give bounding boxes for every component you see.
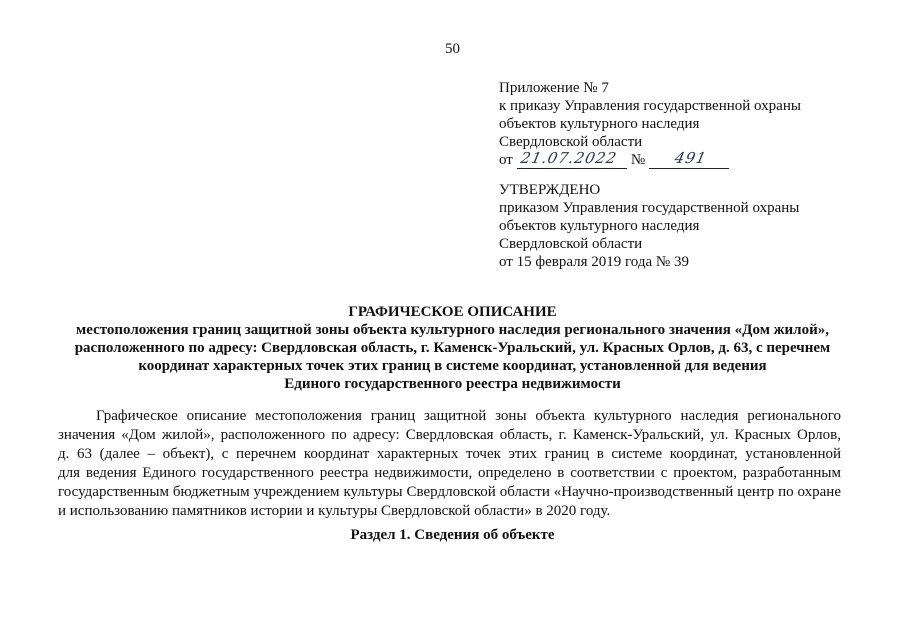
attachment-date-line [499,151,879,169]
approved-block [499,181,879,271]
attachment-line: Свердловской области [499,134,643,150]
date-prefix: от [499,152,513,168]
title-line: местоположения границ защитной зоны объекта культурного наследия регионального значения «Дом жилой», [76,322,829,338]
number-underline [649,149,729,169]
body-line: государственным бюджетным учреждением культуры Свердловской области «Научно-производственный центр по охране [58,484,841,500]
date-underline [517,149,627,169]
approved-line: от 15 февраля 2019 года № 39 [499,254,689,270]
body-line: значения «Дом жилой», расположенного по адресу: Свердловская область, г. Каменск-Уральский, ул. Красных Орлов, [58,427,841,443]
attachment-line: к приказу Управления государственной охраны [499,98,801,114]
approved-line: Свердловской области [499,236,643,252]
approved-line: объектов культурного наследия [499,218,700,234]
handwritten-number: 491 [673,149,709,167]
body-line: Графическое описание местоположения границ защитной зоны объекта культурного наследия регионального [96,408,841,424]
document-title [40,303,865,393]
body-line: д. 63 (далее – объект), с перечнем координат характерных точек этих границ в системе координат, установленной [58,446,841,462]
approved-line: приказом Управления государственной охраны [499,200,800,216]
number-prefix: № [630,152,646,168]
title-line: ГРАФИЧЕСКОЕ ОПИСАНИЕ [348,304,557,320]
attachment-line: объектов культурного наследия [499,116,700,132]
handwritten-date: 21.07.2022 [518,149,619,167]
attachment-block [499,79,879,169]
body-line: для ведения Единого государственного реестра недвижимости, определено в соответствии с проектом, разработанным [58,465,841,481]
title-line: расположенного по адресу: Свердловская область, г. Каменск-Уральский, ул. Красных Орлов, д. 63, с перечнем [74,340,831,356]
title-line: Единого государственного реестра недвижимости [284,376,621,392]
title-line: координат характерных точек этих границ в системе координат, установленной для ведения [138,358,767,374]
body-paragraph [58,407,841,521]
section-title: Раздел 1. Сведения об объекте [350,527,555,543]
body-line: и использованию памятников истории и культуры Свердловской области» в 2020 году. [58,503,611,519]
page-number: 50 [445,41,460,57]
approved-heading: УТВЕРЖДЕНО [499,182,601,198]
attachment-line: Приложение № 7 [499,80,609,96]
